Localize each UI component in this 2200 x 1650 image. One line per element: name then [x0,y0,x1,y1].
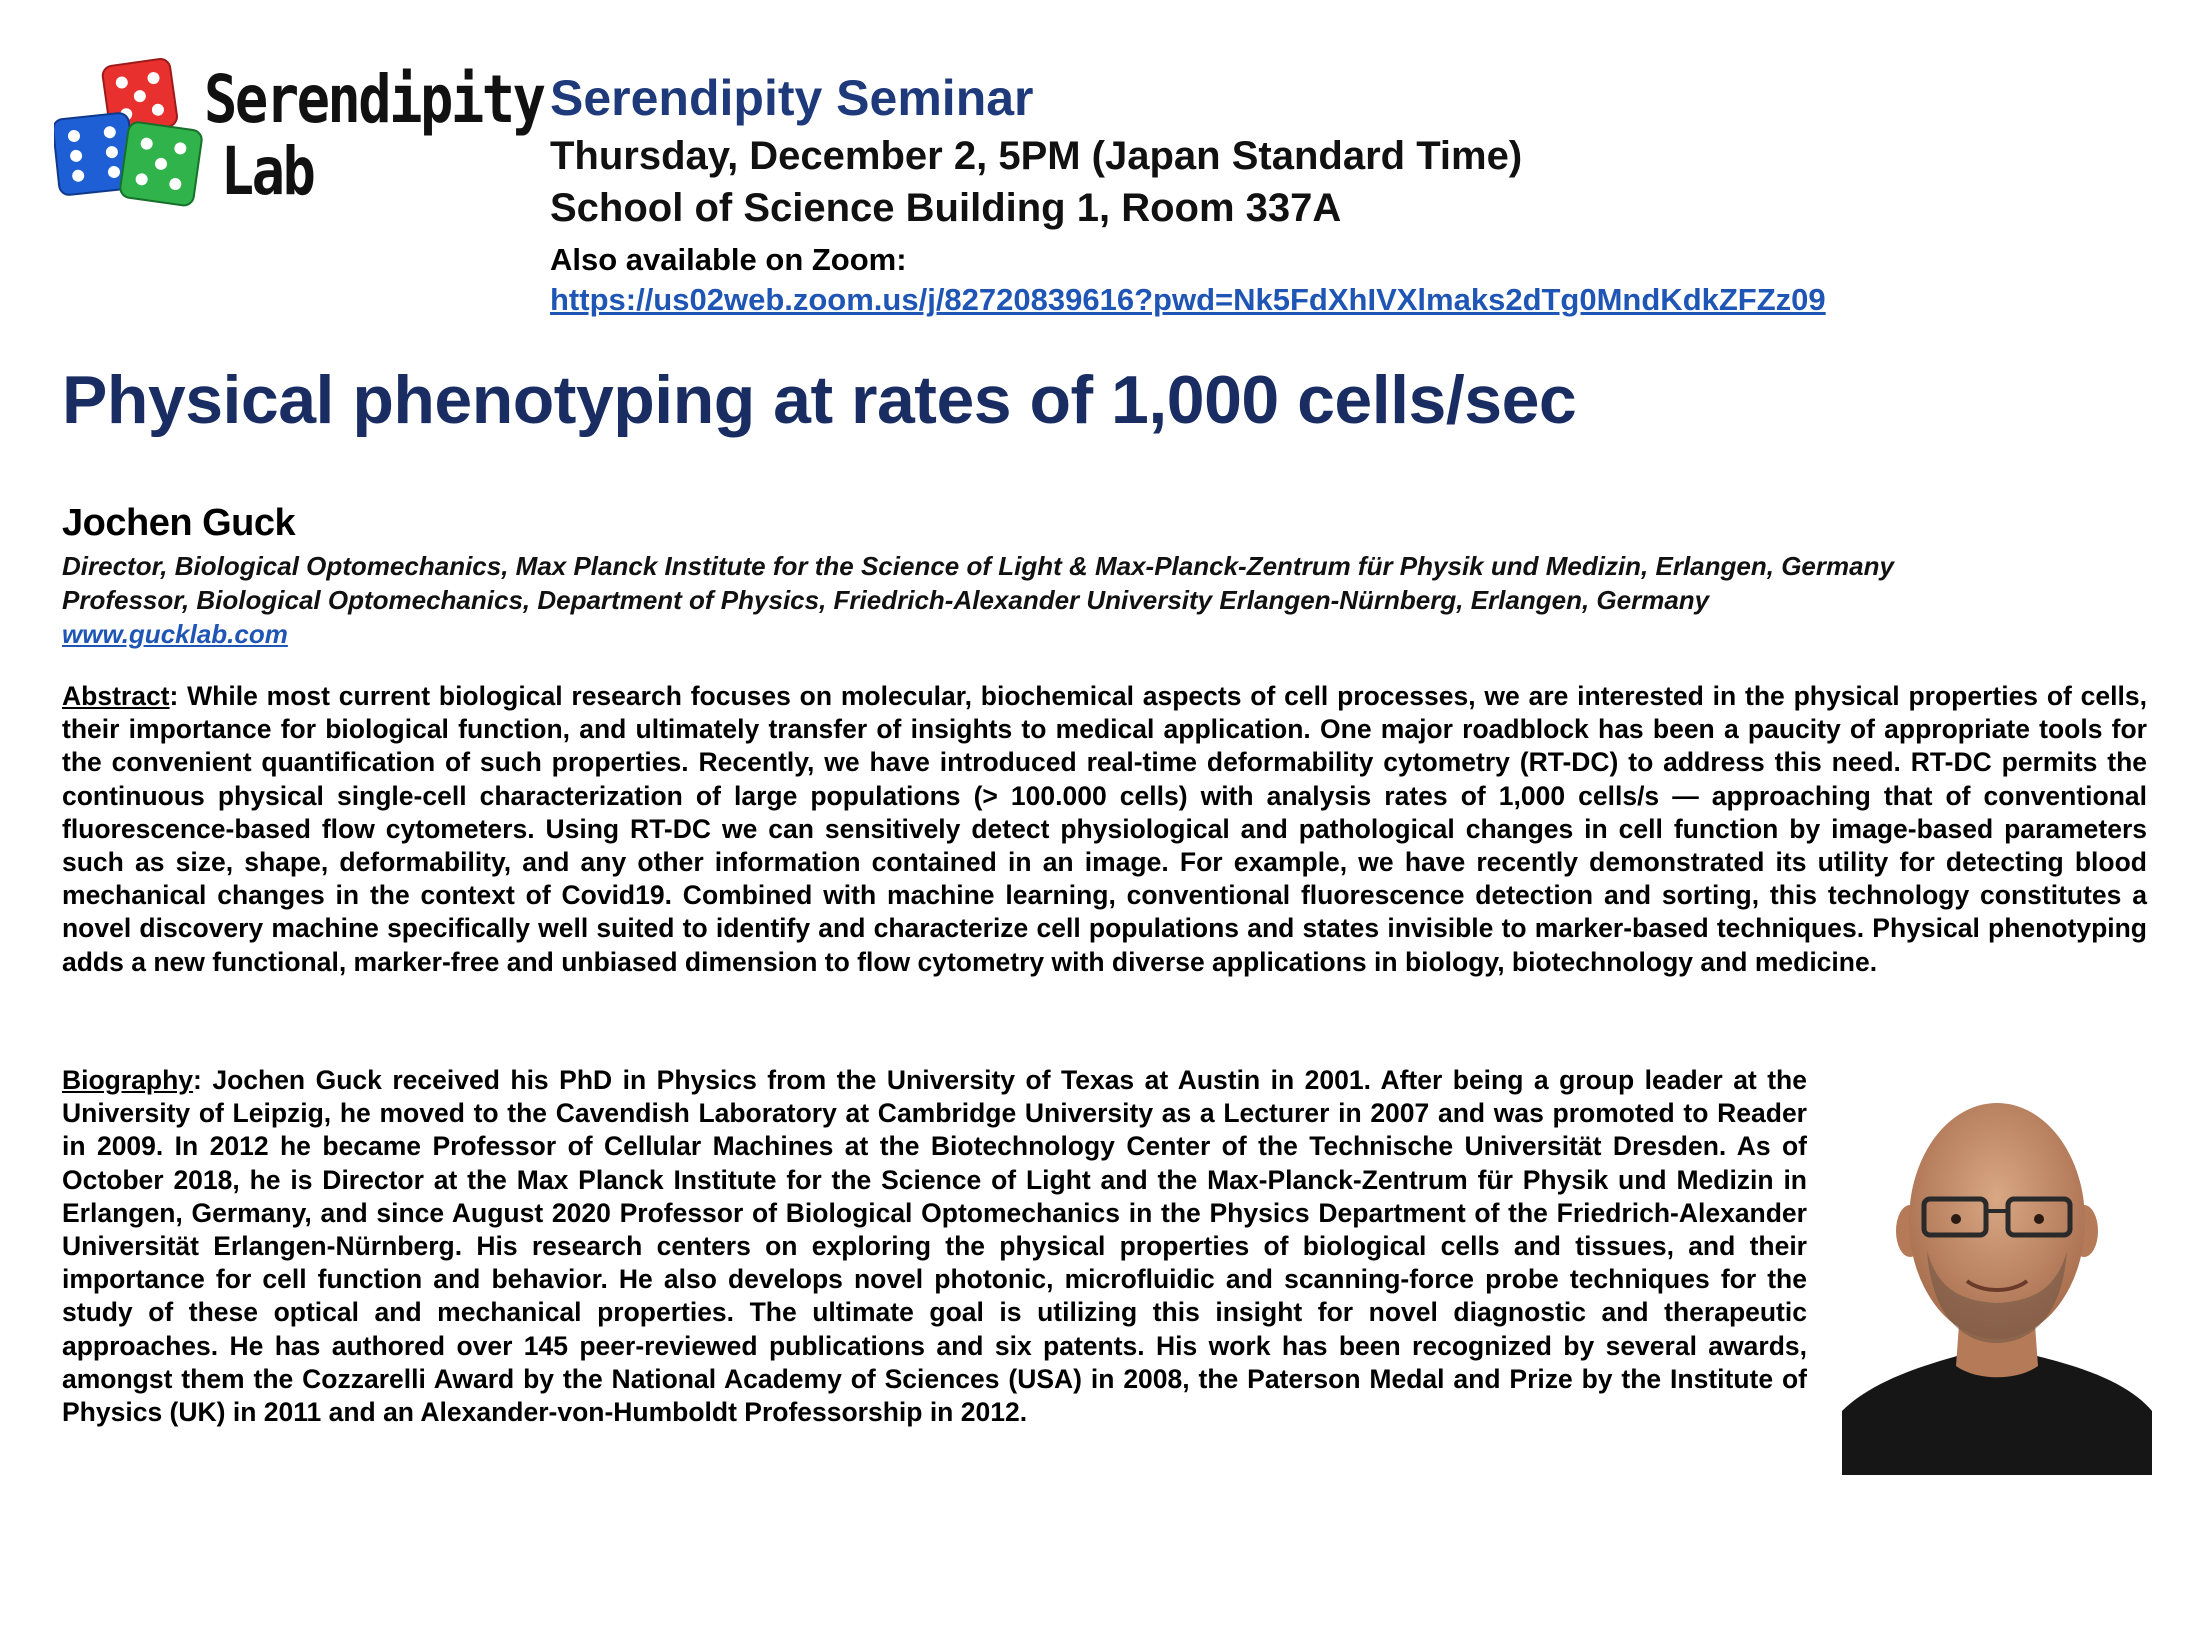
seminar-title: Serendipity Seminar [550,70,1034,126]
speaker-photo [1842,1081,2152,1475]
speaker-affiliation-2: Professor, Biological Optomechanics, Department of Physics, Friedrich-Alexander University Erlangen-Nürnberg, Erlangen, Germany [62,585,1710,615]
speaker-name: Jochen Guck [62,502,296,544]
biography-text: : Jochen Guck received his PhD in Physics from the University of Texas at Austin in 2001. After being a group leader at the University of Leipzig, he moved to the Cavendish Laboratory at Cambridge University as a Lecturer in 2007 and was promoted to Reader in 2009. In 2012 he became Professor of Cellular Machines at the Biotechnology Center of the Technische Universität Dresden. As of October 2018, he is Director at the Max Planck Institute for the Science of Light and the Max-Planck-Zentrum für Physik und Medizin in Erlangen, Germany, and since August 2020 Professor of Biological Optomechanics in the Physics Department of the Friedrich-Alexander Universität Erlangen-Nürnberg. His research centers on exploring the physical properties of biological cells and tissues, and their importance for cell function and behavior. He also develops novel photonic, microfluidic and scanning-force probe techniques for the study of these optical and mechanical properties. The ultimate goal is utilizing this insight for novel diagnostic and therapeutic approaches. He has authored over 145 peer-reviewed publications and six patents. His work has been recognized by several awards, amongst them the Cozzarelli Award by the National Academy of Sciences (USA) in 2008, the Paterson Medal and Prize by the Institute of Physics (UK) in 2011 and an Alexander-von-Humboldt Professorship in 2012. [62,1065,1807,1428]
biography-label: Biography [62,1065,194,1095]
biography-section [62,1064,1807,1429]
logo-line-1: Serendipity [204,61,544,138]
abstract-section [62,680,2147,979]
seminar-date: Thursday, December 2, 5PM (Japan Standard Time) [550,134,1523,178]
speaker-affiliation-1: Director, Biological Optomechanics, Max Planck Institute for the Science of Light & Max-Planck-Zentrum für Physik und Medizin, Erlangen, Germany [62,551,1894,581]
abstract-text: : While most current biological research focuses on molecular, biochemical aspects of cell processes, we are interested in the physical properties of cells, their importance for biological function, and ultimately transfer of insights to medical application. One major roadblock has been a paucity of appropriate tools for the convenient quantification of such properties. Recently, we have introduced real-time deformability cytometry (RT-DC) to address this need. RT-DC permits the continuous physical single-cell characterization of large populations (> 100.000 cells) with analysis rates of 1,000 cells/s — approaching that of conventional fluorescence-based flow cytometers. Using RT-DC we can sensitively detect physiological and pathological changes in cell function by image-based parameters such as size, shape, deformability, and any other information contained in an image. For example, we have recently demonstrated its utility for detecting blood mechanical changes in the context of Covid19. Combined with machine learning, conventional fluorescence detection and sorting, this technology constitutes a novel discovery machine specifically well suited to identify and characterize cell populations and states invisible to marker-based techniques. Physical phenotyping adds a new functional, marker-free and unbiased dimension to flow cytometry with diverse applications in biology, biotechnology and medicine. [62,681,2147,977]
zoom-link[interactable]: https://us02web.zoom.us/j/82720839616?pwd=Nk5FdXhIVXlmaks2dTg0MndKdkZFZz09 [550,282,1826,317]
dice-icon [54,58,204,228]
logo-wordmark [204,61,544,210]
logo-line-2: Lab [220,133,314,210]
seminar-header [550,66,2110,320]
portrait-icon [1842,1081,2152,1475]
serendipity-lab-logo [54,58,544,228]
talk-title: Physical phenotyping at rates of 1,000 cells/sec [62,362,1577,438]
speaker-website-link[interactable]: www.gucklab.com [62,619,288,649]
seminar-venue: School of Science Building 1, Room 337A [550,186,1342,230]
abstract-label: Abstract [62,681,170,711]
speaker-block [62,497,2162,651]
zoom-label: Also available on Zoom: [550,242,907,277]
